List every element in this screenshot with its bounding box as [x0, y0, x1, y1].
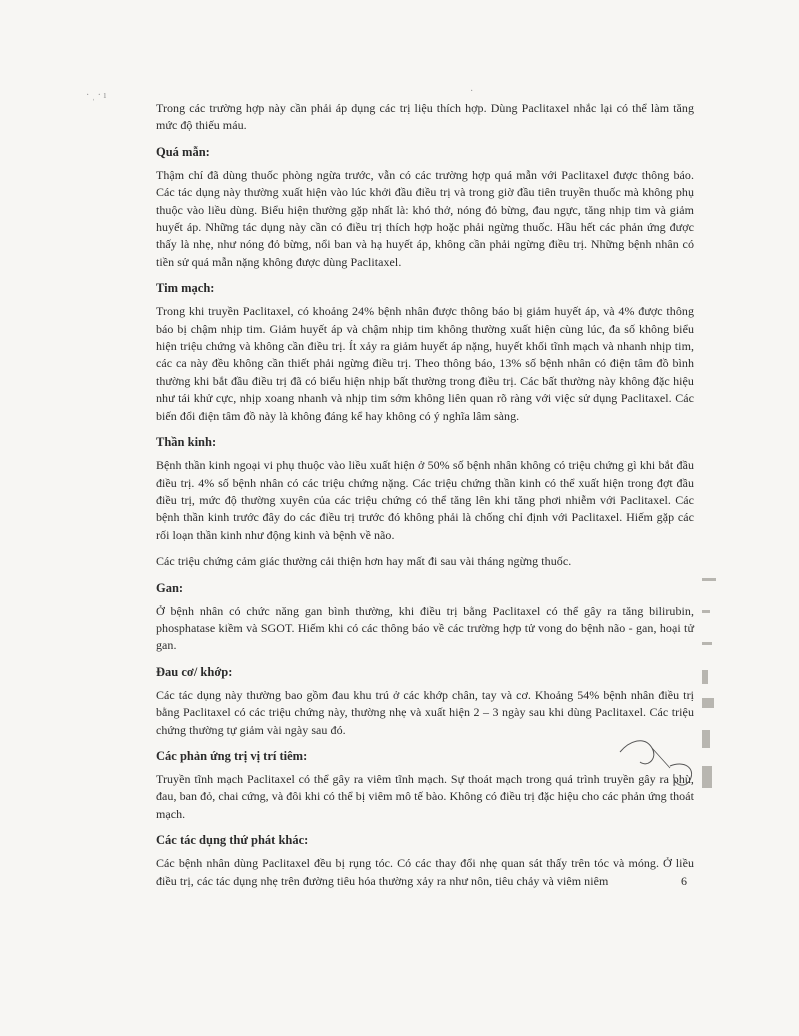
- section-liver: [156, 580, 694, 655]
- section-neurological: [156, 434, 694, 570]
- section-heading: Các tác dụng thứ phát khác:: [156, 833, 309, 848]
- section-heading: Gan:: [156, 580, 184, 595]
- section-heading: Đau cơ/ khớp:: [156, 664, 233, 679]
- section-paragraph: Trong khi truyền Paclitaxel, có khoảng 24% bệnh nhân được thông báo bị giảm huyết áp, và 4% được thông báo bị chậm nhịp tim. Giảm huyết áp và chậm nhịp tim không thường xuất hiện cùng lúc, đa số không biểu hiện triệu chứng và không cần điều trị. Ít xảy ra giảm huyết áp nặng, huyết khối tĩnh mạch và nhanh nhịp tim, các ca này đều không cần thiết phải ngừng điều trị. Theo thông báo, 13% số bệnh nhân có điện tâm đồ bình thường khi bắt đầu điều trị đã có biểu hiện nhịp bất thường trong điều trị. Các bất thường này không đặc hiệu như tái khử cực, nhịp xoang nhanh và nhịp tim sớm không liên quan rõ ràng với việc sử dụng Paclitaxel. Các biến đổi điện tâm đồ này là không đáng kể hay không có ý nghĩa lâm sàng.: [156, 304, 694, 423]
- section-heading: Thần kinh:: [156, 435, 217, 450]
- scan-artifact: ·: [470, 86, 474, 97]
- section-paragraph: Các tác dụng này thường bao gồm đau khu trú ở các khớp chân, tay và cơ. Khoảng 54% bệnh nhân điều trị bằng Paclitaxel có các triệu chứng này, thường nhẹ và xuất hiện 2 – 3 ngày sau khi dùng Paclitaxel. Các triệu chứng thường tự giảm vài ngày sau đó.: [156, 687, 694, 737]
- section-heading: Các phản ứng trị vị trí tiêm:: [156, 748, 308, 763]
- scan-artifact: · ˌ · ı: [86, 90, 107, 101]
- section-paragraph: Các bệnh nhân dùng Paclitaxel đều bị rụng tóc. Có các thay đổi nhẹ quan sát thấy trên tóc và móng. Ở liều điều trị, các tác dụng nhẹ trên đường tiêu hóa thường xảy ra như nôn, tiêu chảy và viêm niêm: [156, 856, 694, 888]
- section-other-effects: [156, 832, 694, 890]
- section-hypersensitivity: [156, 144, 694, 271]
- handwritten-mark: [600, 722, 710, 802]
- section-paragraph: Ở bệnh nhân có chức năng gan bình thường, khi điều trị bằng Paclitaxel có thể gây ra tăng bilirubin, phosphatase kiềm và SGOT. Hiếm khi có các thông báo về các trường hợp tử vong do bệnh não - gan, hoại tử gan.: [156, 603, 694, 653]
- section-paragraph: Truyền tĩnh mạch Paclitaxel có thể gây ra viêm tĩnh mạch. Sự thoát mạch trong quá trình truyền gây ra phù, đau, ban đỏ, chai cứng, và đôi khi có thể bị viêm mô tế bào. Không có điều trị đặc hiệu cho các phản ứng thoát mạch.: [156, 771, 694, 821]
- section-paragraph: Bệnh thần kinh ngoại vi phụ thuộc vào liều xuất hiện ở 50% số bệnh nhân không có triệu chứng gì khi bắt đầu điều trị. 4% số bệnh nhân có các triệu chứng nặng. Các triệu chứng thần kinh có thể xuất hiện trong đợt đầu điều trị, mức độ thường xuyên của các triệu chứng có thể tăng lên khi tăng phơi nhiễm với Paclitaxel. Các bệnh thần kinh trước đây do các điều trị trước đó không phải là chống chỉ định với Paclitaxel. Hiếm gặp các rối loạn thần kinh như động kinh và bệnh về não.: [156, 458, 694, 542]
- section-paragraph: Các triệu chứng cảm giác thường cải thiện hơn hay mất đi sau vài tháng ngừng thuốc.: [156, 554, 572, 569]
- section-heading: Quá mẫn:: [156, 144, 210, 159]
- intro-paragraph: Trong các trường hợp này cần phải áp dụng các trị liệu thích hợp. Dùng Paclitaxel nhắc lại có thể làm tăng mức độ thiếu máu.: [156, 101, 694, 133]
- section-paragraph: Thậm chí đã dùng thuốc phòng ngừa trước, vẫn có các trường hợp quá mẫn với Paclitaxel được thông báo. Các tác dụng này thường xuất hiện vào lúc khởi đầu điều trị và trong giờ đầu tiên truyền thuốc mà không phụ thuộc vào liều dùng. Biểu hiện thường gặp nhất là: khó thở, nóng đỏ bừng, đau ngực, tăng nhịp tim và giảm huyết áp. Những tác dụng này cần có điều trị thích hợp hoặc phải ngừng thuốc. Hầu hết các phản ứng được thấy là nhẹ, như nóng đỏ bừng, nổi ban và hạ huyết áp, không cần phải ngừng điều trị. Những bệnh nhân có tiền sử quá mẫn nặng không được dùng Paclitaxel.: [156, 167, 694, 269]
- section-heading: Tim mạch:: [156, 281, 215, 296]
- section-cardiovascular: [156, 280, 694, 425]
- page-number: 6: [681, 874, 687, 888]
